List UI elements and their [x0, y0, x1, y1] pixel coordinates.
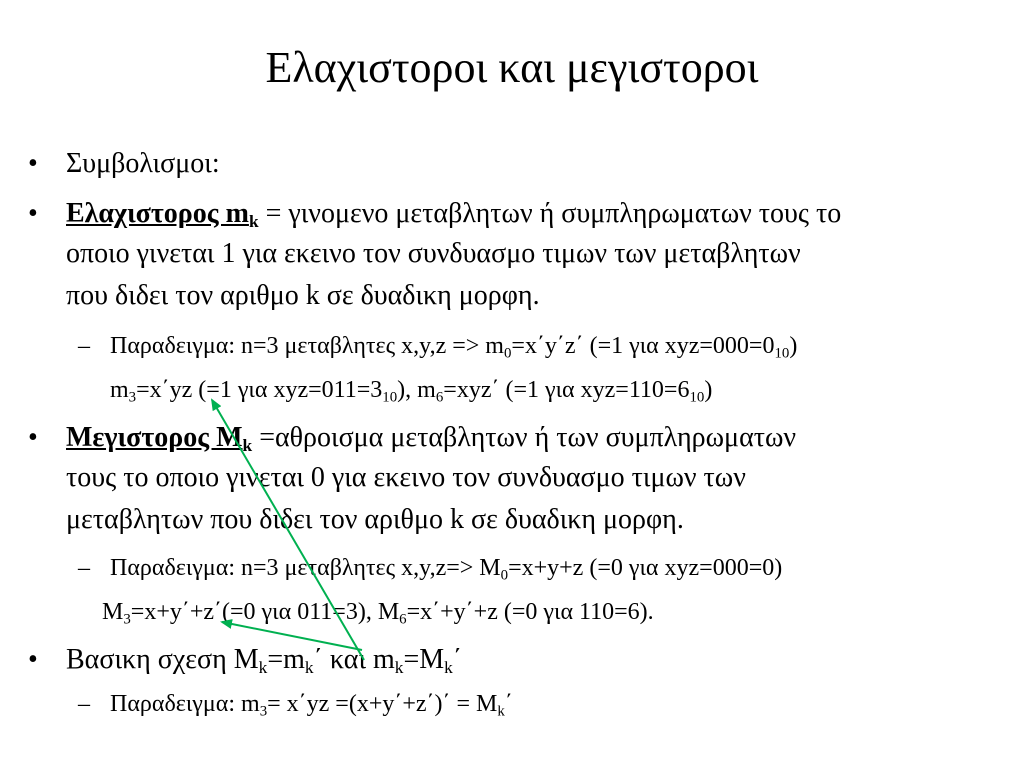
relation-example: Παραδειγμα: $m_3= x΄yz =(x+y΄+z΄)΄ = M_k΄$	[110, 691, 513, 720]
minterm-definition-line-1: Ελαχιστορος $m_k = \gamma\iota\nu o\mu\varepsilon\nu o$ μεταβλητων ή συμπληρωματων τους το	[66, 198, 842, 232]
maxterm-definition-line-3: μεταβλητων που διδει τον αριθμο k σε δυαδικη μορφη.	[66, 504, 684, 535]
minterm-definition-line-3: που διδει τον αριθμο k σε δυαδικη μορφη.	[66, 280, 540, 311]
maxterm-definition-line-1: Μεγιστορος $M_k =\alpha\theta\rho o\iota\sigma\mu\alpha$ μεταβλητων ή των συμπληρωματων	[66, 422, 797, 456]
maxterm-definition-line-2: τους το οποιο γινεται 0 για εκεινο τον συνδυασμο τιμων των	[66, 462, 746, 493]
slide-title: Ελαχιστοροι και μεγιστοροι	[265, 43, 759, 92]
minterm-term: Ελαχιστορος $m_k$	[66, 198, 259, 232]
minterm-example-line-1: Παραδειγμα: n=3 μεταβλητες $x,y,z => m_0=x΄y΄z΄$ (=1 για $xyz=000=0_{10}$)	[110, 333, 798, 362]
minterm-example-line-2: $m_3=x΄yz$ (=1 για $xyz=011=3_{10}$), $m_6=xyz΄$ (=1 για $xyz=110=6_{10}$)	[110, 377, 713, 406]
maxterm-term: Μεγιστορος $M_k$	[66, 422, 253, 456]
bullet-icon: •	[28, 148, 38, 179]
arrow-to-m3	[212, 400, 364, 660]
bullet-icon: •	[28, 422, 38, 453]
bullet-icon: •	[28, 644, 38, 675]
basic-relation: Βασικη σχεση $M_k=m_k΄$ και $m_k=M_k΄$	[66, 644, 463, 678]
dash-icon: –	[78, 691, 90, 717]
dash-icon: –	[78, 555, 90, 581]
symbols-heading: Συμβολισμοι:	[66, 148, 220, 179]
bullet-icon: •	[28, 198, 38, 229]
minterm-definition-line-2: οποιο γινεται 1 για εκεινο τον συνδυασμο τιμων των μεταβλητων	[66, 238, 801, 269]
dash-icon: –	[78, 333, 90, 359]
arrow-to-M3	[222, 622, 362, 650]
maxterm-example-line-1: Παραδειγμα: n=3 μεταβλητες $x,y,z=> M_0=x+y+z$ (=0 για xyz=000=0)	[110, 555, 783, 584]
maxterm-example-line-2: $M_3=x+y΄+z΄(=0$ για 011=3), $M_6=x΄+y΄+z$ (=0 για 110=6).	[102, 599, 654, 628]
